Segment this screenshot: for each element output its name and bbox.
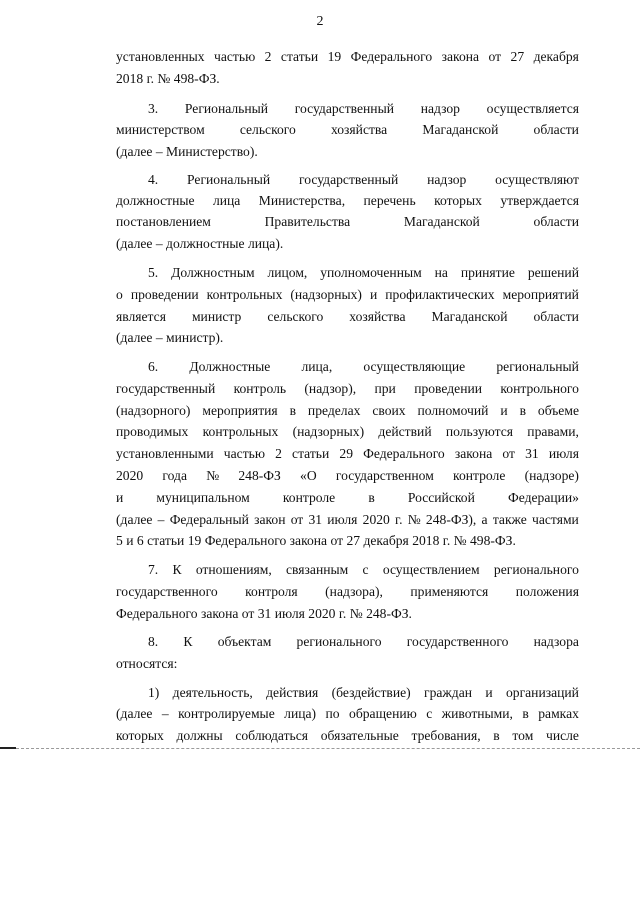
text-line — [116, 356, 579, 378]
word: лица, — [301, 359, 333, 374]
word: пользуются — [445, 424, 514, 439]
text-line — [116, 509, 579, 531]
text-line: 2018 г. № 498-ФЗ. — [116, 71, 220, 86]
text-line — [116, 98, 579, 120]
text-line — [116, 421, 579, 443]
word: о — [116, 287, 123, 302]
word: должны — [176, 728, 223, 743]
word: (надзорного) — [116, 403, 191, 418]
word: закона — [454, 446, 493, 461]
text-line — [116, 581, 579, 603]
word: том — [512, 728, 534, 743]
word: лица — [212, 193, 241, 208]
word: Министерства, — [258, 193, 346, 208]
word: уполномоченным — [320, 265, 422, 280]
word: закон — [254, 512, 286, 527]
word: контроле — [453, 468, 506, 483]
word: № — [206, 468, 220, 483]
word: муниципальном — [156, 490, 250, 505]
word: частями — [532, 512, 579, 527]
word: Региональный — [184, 101, 269, 116]
page-edge-mark — [0, 747, 16, 749]
word: в — [519, 403, 526, 418]
word: министр — [191, 309, 242, 324]
word: объектам — [217, 634, 272, 649]
word: года — [162, 468, 187, 483]
word: статьи — [280, 49, 319, 64]
word: частью — [214, 49, 256, 64]
word: контроле — [282, 490, 336, 505]
word: (далее — [116, 512, 153, 527]
word: мероприятий — [502, 287, 579, 302]
word: контроль — [233, 381, 287, 396]
text-line — [116, 443, 579, 465]
word: лица) — [284, 706, 317, 721]
word: надзор — [420, 101, 460, 116]
text-line — [116, 169, 579, 191]
word: проведении — [414, 381, 483, 396]
word: постановлением — [116, 214, 211, 229]
text-line: относятся: — [116, 656, 178, 671]
text-line — [116, 284, 579, 306]
word: и — [369, 287, 378, 302]
word: 8. — [148, 634, 159, 649]
word: решений — [527, 265, 579, 280]
text-line: (далее – министр). — [116, 330, 224, 345]
word: 2020 — [116, 468, 144, 483]
word: от — [290, 512, 304, 527]
word: обращению — [349, 706, 417, 721]
word: Региональный — [187, 172, 271, 187]
text-line: (далее – должностные лица). — [116, 236, 284, 251]
word: (далее — [116, 706, 153, 721]
word: 29 — [339, 446, 354, 461]
word: в — [368, 490, 375, 505]
word: принятие — [460, 265, 515, 280]
word: должностные — [116, 193, 195, 208]
word: и — [116, 490, 124, 505]
word: своих — [372, 403, 406, 418]
word: и — [500, 403, 508, 418]
word: установленными — [116, 446, 214, 461]
word: 27 — [510, 49, 525, 64]
word: отношениям, — [195, 562, 272, 577]
text-line: (далее – Министерство). — [116, 144, 258, 159]
text-line — [116, 190, 579, 212]
word: – — [161, 706, 169, 721]
word: 1) — [148, 685, 160, 700]
word: утверждается — [500, 193, 579, 208]
word: правами, — [527, 424, 579, 439]
text-line: Федерального закона от 31 июля 2020 г. № 248-ФЗ. — [116, 606, 412, 621]
word: 6. — [148, 359, 159, 374]
word: деятельность, — [172, 685, 253, 700]
word: Магаданской — [422, 122, 499, 137]
word: статьи — [292, 446, 330, 461]
word: (надзоре) — [524, 468, 579, 483]
word: 31 — [308, 512, 323, 527]
word: (надзор), — [304, 381, 357, 396]
word: (бездействие) — [331, 685, 411, 700]
word: 5. — [148, 265, 159, 280]
word: «О — [300, 468, 317, 483]
word: осуществлением — [382, 562, 480, 577]
word: 7. — [148, 562, 159, 577]
word: 31 — [525, 446, 539, 461]
text-line: 5 и 6 статьи 19 Федерального закона от 27 декабря 2018 г. № 498-ФЗ. — [116, 533, 516, 548]
word: Должностным — [171, 265, 255, 280]
word: 4. — [148, 172, 159, 187]
word: 2020 — [362, 512, 390, 527]
word: контрольного — [500, 381, 579, 396]
word: соблюдаться — [235, 728, 309, 743]
word: – — [157, 512, 165, 527]
word: установленных — [116, 49, 205, 64]
word: контрольных — [206, 287, 283, 302]
word: с — [362, 562, 369, 577]
word: в — [493, 728, 500, 743]
text-line — [116, 465, 579, 487]
word: рамках — [538, 706, 579, 721]
word: пределах — [307, 403, 361, 418]
word: полномочий — [417, 403, 489, 418]
word: № — [407, 512, 421, 527]
text-line — [116, 119, 579, 141]
word: от — [502, 446, 515, 461]
word: Магаданской — [431, 309, 508, 324]
word: региональный — [496, 359, 579, 374]
word: на — [434, 265, 448, 280]
text-line — [116, 211, 579, 233]
word: министерством — [116, 122, 205, 137]
word: в — [522, 706, 529, 721]
word: регионального — [493, 562, 579, 577]
word: государственном — [335, 468, 434, 483]
word: июля — [327, 512, 358, 527]
page-bottom-rule — [16, 748, 640, 749]
word: надзор — [427, 172, 467, 187]
word: также — [492, 512, 527, 527]
word: применяются — [410, 584, 489, 599]
word: области — [533, 122, 579, 137]
text-line — [116, 682, 579, 704]
word: государственного — [406, 634, 509, 649]
word: проведении — [130, 287, 199, 302]
word: действий — [378, 424, 432, 439]
word: июля — [548, 446, 579, 461]
word: декабря — [533, 49, 579, 64]
word: объеме — [537, 403, 579, 418]
text-line — [116, 631, 579, 653]
word: области — [533, 214, 579, 229]
word: государственный — [116, 381, 216, 396]
word: государственного — [116, 584, 218, 599]
word: государственный — [294, 101, 394, 116]
word: г. — [395, 512, 403, 527]
word: с — [426, 706, 433, 721]
word: контрольных — [202, 424, 279, 439]
word: 2 — [264, 49, 272, 64]
word: контроля — [245, 584, 298, 599]
word: мероприятия — [202, 403, 278, 418]
word: проводимых — [116, 424, 189, 439]
word: которых — [116, 728, 164, 743]
word: Магаданской — [403, 214, 480, 229]
word: (надзорных) — [290, 287, 362, 302]
word: и — [485, 685, 493, 700]
word: хозяйства — [349, 309, 406, 324]
word: К — [183, 634, 193, 649]
word: государственный — [299, 172, 399, 187]
word: действия — [266, 685, 319, 700]
word: сельского — [267, 309, 324, 324]
word: осуществляют — [495, 172, 579, 187]
word: закона — [441, 49, 480, 64]
text-line — [116, 400, 579, 422]
word: Федерального — [350, 49, 433, 64]
word: сельского — [239, 122, 296, 137]
word: лицом, — [267, 265, 308, 280]
word: (надзора), — [325, 584, 383, 599]
word: (надзорных) — [292, 424, 365, 439]
word: Федеральный — [169, 512, 249, 527]
word: граждан — [424, 685, 473, 700]
word: частью — [223, 446, 265, 461]
word: связанным — [286, 562, 349, 577]
text-line — [116, 46, 579, 68]
word: контролируемые — [178, 706, 275, 721]
word: которых — [434, 193, 482, 208]
word: профилактических — [385, 287, 495, 302]
word: организаций — [505, 685, 579, 700]
text-line — [116, 306, 579, 328]
word: при — [374, 381, 396, 396]
page-number: 2 — [316, 14, 324, 29]
word: а — [481, 512, 488, 527]
text-line — [116, 559, 579, 581]
word: животными, — [441, 706, 513, 721]
word: Российской — [407, 490, 475, 505]
word: осуществляющие — [363, 359, 466, 374]
word: положения — [515, 584, 579, 599]
word: хозяйства — [330, 122, 388, 137]
word: Правительства — [264, 214, 351, 229]
word: требования, — [411, 728, 481, 743]
word: является — [116, 309, 166, 324]
text-line — [116, 703, 579, 725]
word: от — [488, 49, 502, 64]
text-line — [116, 262, 579, 284]
word: Федерального — [363, 446, 445, 461]
word: в — [289, 403, 296, 418]
word: К — [172, 562, 182, 577]
word: надзора — [533, 634, 579, 649]
text-line — [116, 725, 579, 747]
word: регионального — [296, 634, 382, 649]
word: обязательные — [320, 728, 399, 743]
word: 248-ФЗ — [238, 468, 281, 483]
word: 2 — [275, 446, 282, 461]
word: области — [533, 309, 579, 324]
word: 19 — [327, 49, 342, 64]
text-line — [116, 378, 579, 400]
word: Федерации» — [507, 490, 579, 505]
word: по — [325, 706, 340, 721]
text-line — [116, 487, 579, 509]
word: осуществляется — [486, 101, 579, 116]
word: 248-ФЗ), — [425, 512, 477, 527]
word: перечень — [363, 193, 416, 208]
word: числе — [545, 728, 579, 743]
word: 3. — [148, 101, 159, 116]
word: Должностные — [189, 359, 271, 374]
